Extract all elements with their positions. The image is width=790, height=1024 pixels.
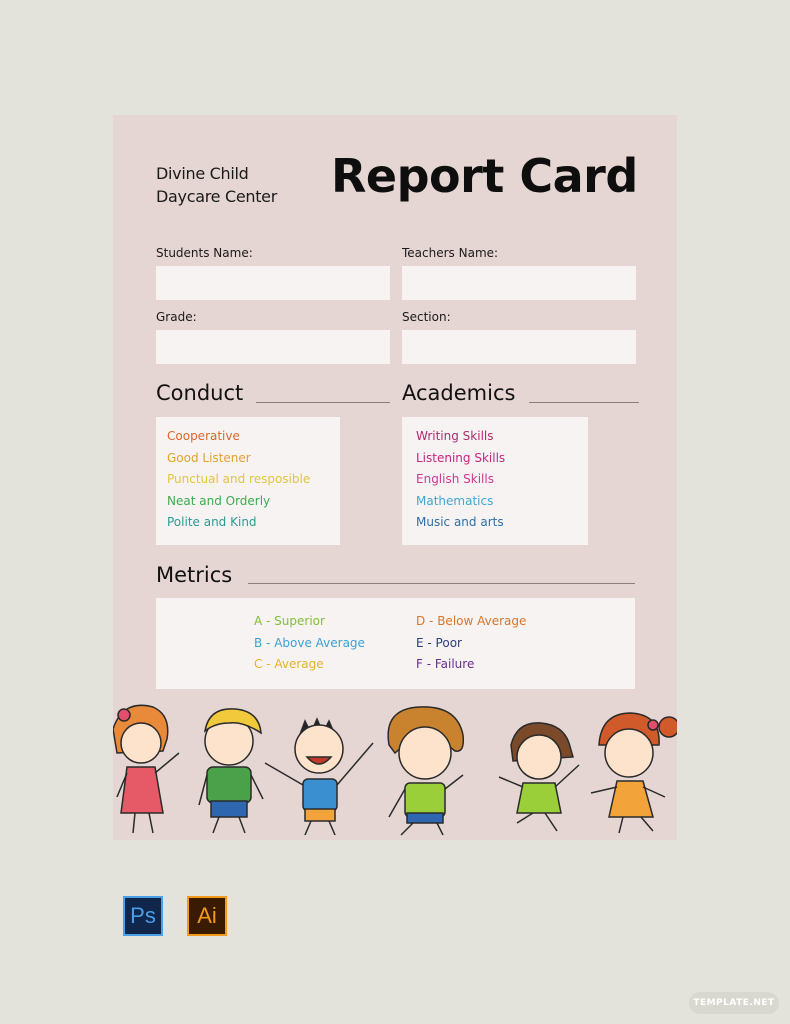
grade-label: Grade: [156, 310, 197, 324]
conduct-list [167, 426, 310, 534]
metrics-heading: Metrics [156, 563, 233, 587]
academics-rule [529, 402, 639, 403]
academics-list [416, 426, 505, 534]
child-figure-4 [388, 707, 463, 835]
school-name: Divine Child Daycare Center [156, 164, 278, 206]
child-figure-6 [591, 713, 677, 833]
metric-item: F - Failure [416, 657, 475, 671]
metrics-panel [156, 598, 635, 689]
metrics-list-right [416, 611, 526, 676]
child-figure-2 [199, 709, 263, 833]
conduct-item: Polite and Kind [167, 515, 257, 529]
conduct-item: Neat and Orderly [167, 493, 271, 508]
academics-item: Listening Skills [416, 450, 506, 465]
metrics-rule [248, 583, 635, 584]
photoshop-icon: Ps [123, 896, 163, 936]
children-illustration [113, 701, 677, 840]
academics-item: Music and arts [416, 515, 504, 529]
page-title: Report Card [331, 149, 638, 203]
metric-item: C - Average [254, 657, 324, 671]
teachers-name-label: Teachers Name: [402, 246, 499, 260]
conduct-item: Cooperative [167, 429, 240, 443]
academics-item: English Skills [416, 472, 494, 486]
child-figure-1 [113, 705, 179, 833]
teachers-name-field[interactable] [402, 266, 636, 300]
grade-field[interactable] [156, 330, 390, 364]
section-label: Section: [402, 310, 451, 324]
conduct-item: Punctual and resposible [167, 472, 311, 486]
report-card-template [113, 115, 677, 840]
conduct-item: Good Listener [167, 450, 251, 465]
academics-item: Writing Skills [416, 429, 494, 443]
conduct-rule [256, 402, 390, 403]
child-figure-3 [265, 719, 373, 835]
illustrator-icon: Ai [187, 896, 227, 936]
section-field[interactable] [402, 330, 636, 364]
metric-item: A - Superior [254, 614, 325, 628]
students-name-field[interactable] [156, 266, 390, 300]
watermark-badge: TEMPLATE.NET [689, 992, 779, 1014]
academics-heading: Academics [402, 381, 516, 405]
metrics-list-left [254, 611, 365, 676]
child-figure-5 [499, 723, 579, 831]
metric-item: E - Poor [416, 635, 462, 650]
academics-item: Mathematics [416, 493, 494, 508]
metric-item: D - Below Average [416, 614, 527, 628]
conduct-heading: Conduct [156, 381, 244, 405]
metric-item: B - Above Average [254, 635, 365, 650]
students-name-label: Students Name: [156, 246, 253, 260]
